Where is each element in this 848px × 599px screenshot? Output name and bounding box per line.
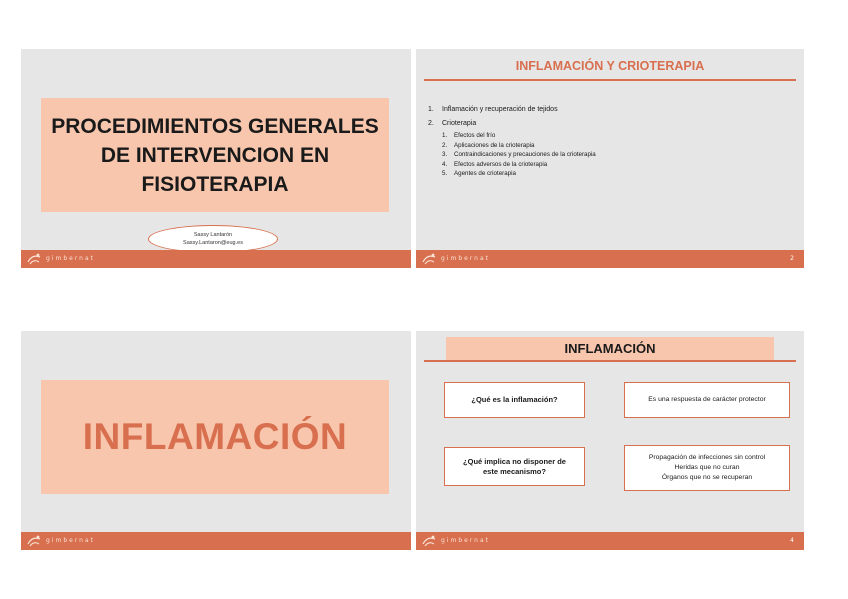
sublist-item-number: 1. — [442, 132, 448, 139]
logo-text: gimbernat — [46, 537, 96, 544]
answer-box — [624, 382, 790, 418]
slide-heading: INFLAMACIÓN — [446, 337, 774, 360]
sublist — [442, 131, 596, 179]
sublist-item-number: 5. — [442, 170, 448, 178]
heading-divider — [424, 79, 796, 81]
sublist-item — [442, 169, 596, 179]
heading-divider — [424, 360, 796, 362]
answer-text-line: Propagación de infecciones sin control — [648, 454, 766, 461]
logo-text: gimbernat — [441, 255, 491, 262]
sublist-item-number: 2. — [442, 141, 448, 149]
list-item — [428, 117, 596, 131]
sublist-item — [442, 150, 596, 160]
course-title-line-2: DE INTERVENCION EN — [100, 143, 330, 167]
course-title — [41, 112, 389, 199]
title-box — [41, 98, 389, 212]
course-title-line-3: FISIOTERAPIA — [141, 172, 289, 196]
logo-text: gimbernat — [46, 255, 96, 262]
sublist-item-label: Aplicaciones de la crioterapia — [454, 141, 535, 149]
table-of-contents — [428, 103, 596, 179]
runner-icon — [421, 534, 437, 548]
sublist-item — [442, 160, 596, 170]
sublist-item — [442, 131, 596, 141]
runner-icon — [421, 252, 437, 266]
sublist-item — [442, 141, 596, 151]
gimbernat-logo — [26, 534, 106, 548]
sublist-item-number: 3. — [442, 151, 448, 159]
answer-box — [624, 445, 790, 491]
sublist-item-label: Agentes de crioterapia — [454, 170, 516, 178]
section-title: INFLAMACIÓN — [82, 416, 348, 457]
list-item-label: Inflamación y recuperación de tejidos — [442, 106, 558, 113]
sublist-item-label: Contraindicaciones y precauciones de la crioterapia — [454, 151, 596, 159]
page-number: 2 — [790, 255, 794, 262]
question-text: ¿Qué es la inflamación? — [471, 395, 558, 404]
author-name: Sassy Lantarón — [193, 232, 233, 238]
page-number: 4 — [790, 537, 794, 544]
gimbernat-logo — [26, 252, 106, 266]
question-box — [444, 447, 585, 486]
sublist-item-label: Efectos del frío — [454, 132, 496, 139]
slide-footer — [416, 250, 804, 268]
answer-text-line: Heridas que no curan — [674, 464, 740, 471]
slide-4-thumbnail[interactable] — [416, 331, 804, 550]
question-text-line: ¿Qué implica no disponer de — [463, 456, 566, 466]
runner-icon — [26, 534, 42, 548]
slide-footer — [416, 532, 804, 550]
gimbernat-logo — [421, 252, 501, 266]
slide-1-thumbnail[interactable] — [21, 49, 411, 268]
runner-icon — [26, 252, 42, 266]
course-title-line-1: PROCEDIMIENTOS GENERALES — [51, 114, 379, 138]
title-box — [41, 380, 389, 494]
author-email: Sassy.Lantaron@eug.es — [183, 240, 243, 246]
list-item-number: 1. — [428, 106, 434, 113]
slide-3-thumbnail[interactable] — [21, 331, 411, 550]
author-badge — [148, 225, 278, 253]
question-box — [444, 382, 585, 418]
answer-text-line: Órganos que no se recuperan — [661, 474, 753, 481]
slide-footer — [21, 532, 411, 550]
sublist-item-number: 4. — [442, 160, 448, 168]
list-item-number: 2. — [428, 120, 434, 127]
sublist-item-label: Efectos adversos de la crioterapia — [454, 160, 548, 168]
question-text-line: este mecanismo? — [483, 466, 546, 476]
list-item-label: Crioterapia — [442, 120, 477, 127]
answer-text: Es una respuesta de carácter protector — [648, 396, 766, 403]
gimbernat-logo — [421, 534, 501, 548]
slide-2-thumbnail[interactable] — [416, 49, 804, 268]
logo-text: gimbernat — [441, 537, 491, 544]
list-item — [428, 103, 596, 117]
slide-footer — [21, 250, 411, 268]
slide-heading: INFLAMACIÓN Y CRIOTERAPIA — [515, 59, 705, 73]
